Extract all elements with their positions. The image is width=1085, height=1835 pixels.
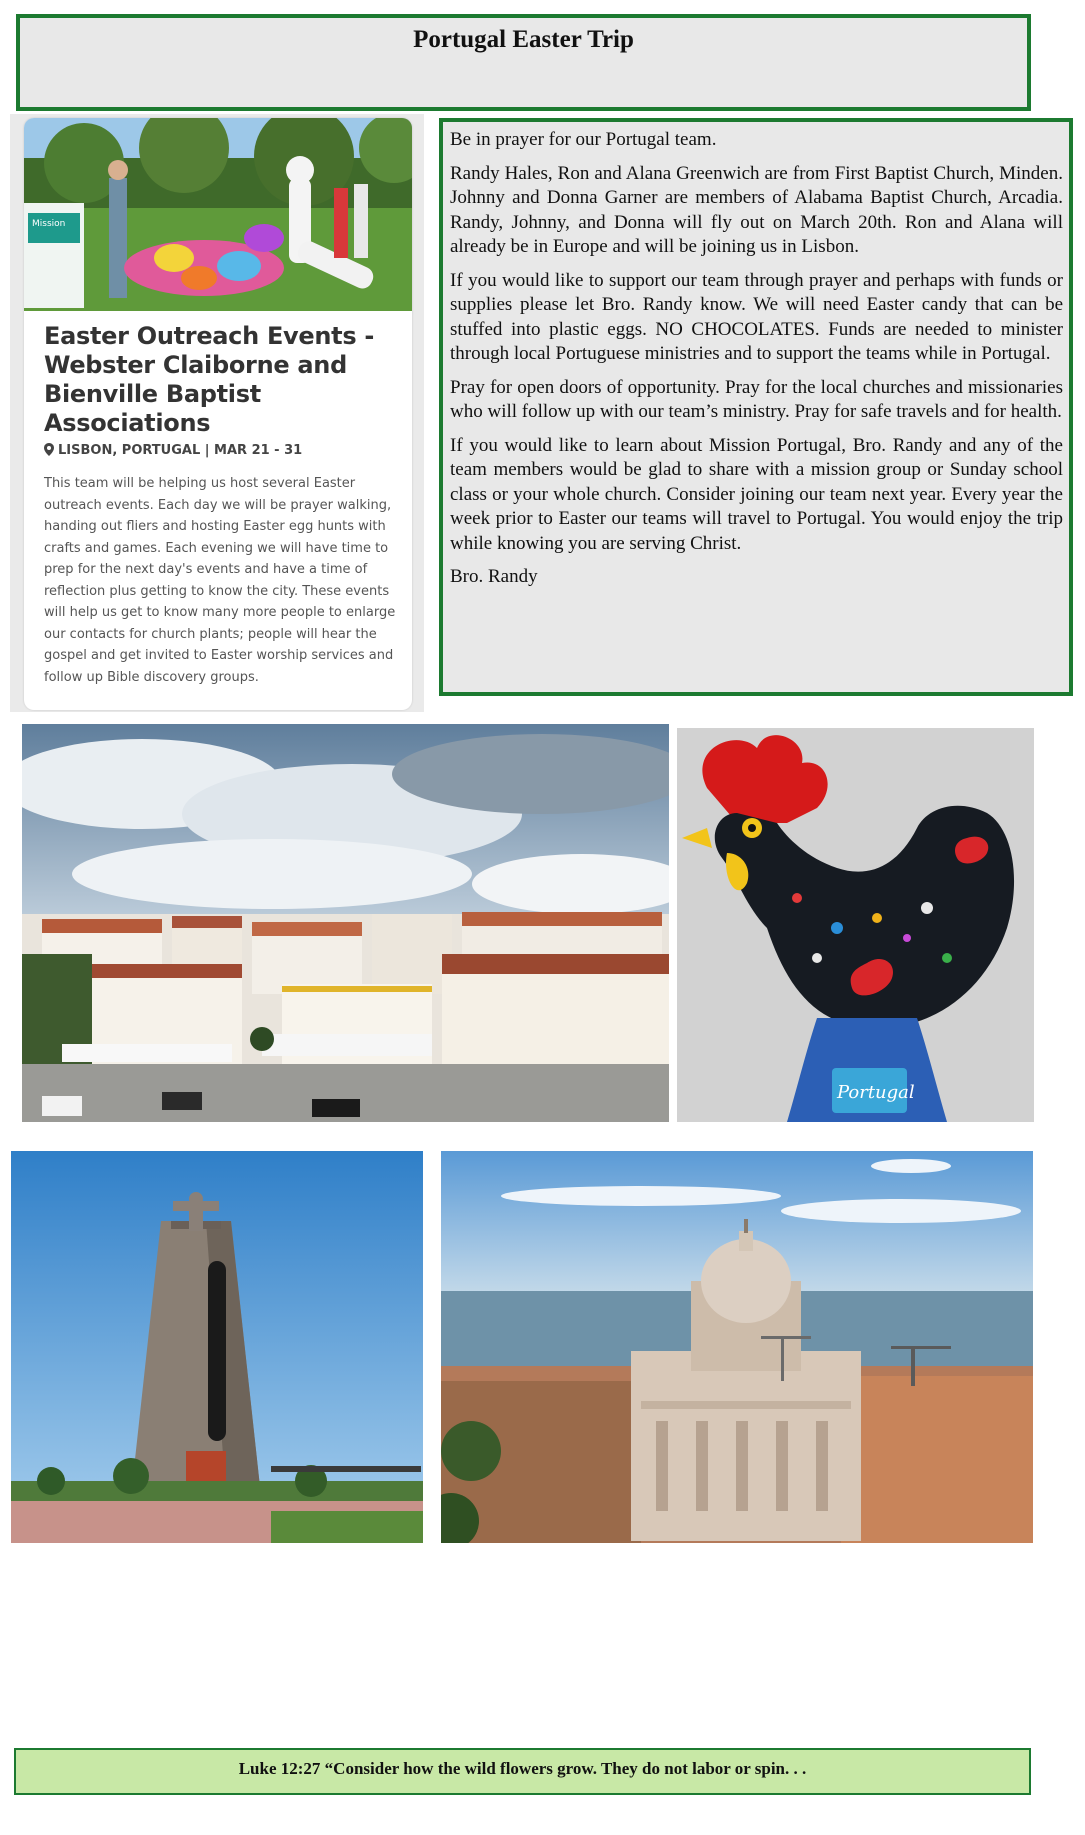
flyer-location-date: LISBON, PORTUGAL | MAR 21 - 31 xyxy=(58,443,303,458)
map-pin-icon xyxy=(44,443,54,456)
flyer-heading: Easter Outreach Events - Webster Claiborne and Bienville Baptist Associations xyxy=(44,322,375,437)
flyer-photo-sign: Mission xyxy=(32,219,66,229)
pantheon-photo xyxy=(441,1151,1033,1543)
christ-statue-photo xyxy=(11,1151,423,1543)
flyer-meta xyxy=(44,443,404,458)
flyer-body: This team will be helping us host several Easter outreach events. Each day we will be prayer walking, handing out fliers and hosting Easter egg hunts with crafts and games. Each evening we will have time to prep for the next day's events and have a time of reflection plus getting to know the city. These events will help us get to know many more people to enlarge our contacts for church plants; people will hear the gospel and get invited to Easter worship services and follow up Bible discovery groups. xyxy=(44,476,396,685)
message-paragraph: If you would like to learn about Mission Portugal, Bro. Randy and any of the team members would be glad to share with a mission group or Sunday school class or your whole church. Consider joining our team next year. Every year the week prior to Easter our teams will travel to Portugal. You would enjoy the trip while knowing you are serving Christ. xyxy=(450,434,1063,554)
verse-text: Luke 12:27 “Consider how the wild flowers grow. They do not labor or spin. . . xyxy=(238,1759,807,1778)
flyer-photo xyxy=(24,118,412,311)
flyer-card xyxy=(10,114,424,712)
message-signature: Bro. Randy xyxy=(450,566,538,587)
title-box xyxy=(16,14,1031,111)
message-paragraph: Be in prayer for our Portugal team. xyxy=(450,129,717,150)
flyer-inner xyxy=(24,118,412,710)
message-box xyxy=(439,118,1073,696)
rooster-photo xyxy=(677,728,1034,1122)
page-title: Portugal Easter Trip xyxy=(413,26,634,53)
message-paragraph: Pray for open doors of opportunity. Pray for the local churches and missionaries who will follow up with our team’s ministry. Pray for safe travels and for health. xyxy=(450,376,1063,422)
rooster-base-label: Portugal xyxy=(837,1082,915,1103)
message-paragraph: If you would like to support our team through prayer and perhaps with funds or supplies please let Bro. Randy know. We will need Easter candy that can be stuffed into plastic eggs. NO CHOCOLATES. Funds are needed to minister through local Portuguese ministries and to support the teams while in Portugal. xyxy=(450,269,1063,364)
town-photo xyxy=(22,724,669,1122)
message-paragraph: Randy Hales, Ron and Alana Greenwich are from First Baptist Church, Minden. Johnny and Donna Garner are members of Alabama Baptist Church, Arcadia. Randy, Johnny, and Donna will fly out on March 20th. Ron and Alana will already be in Europe and will be joining us in Lisbon. xyxy=(450,162,1063,257)
verse-box xyxy=(14,1748,1031,1795)
